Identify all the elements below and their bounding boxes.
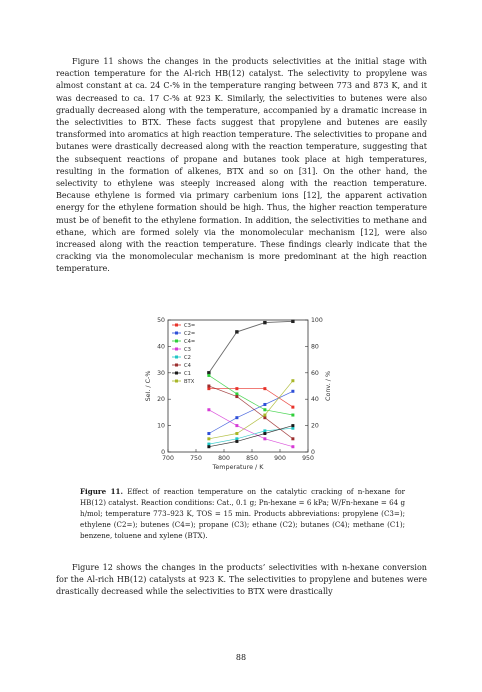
- y-tick-label: 20: [157, 396, 165, 404]
- legend-label-0: C3=: [184, 323, 196, 329]
- legend-marker-6: [175, 372, 178, 375]
- series-point-2: [207, 374, 210, 377]
- x-tick-label: 800: [218, 455, 230, 462]
- series-point-1: [235, 416, 238, 419]
- conversion-point: [263, 321, 266, 324]
- series-point-5: [263, 416, 266, 419]
- legend-marker-3: [175, 348, 178, 351]
- series-point-0: [263, 387, 266, 390]
- series-point-6: [207, 445, 210, 448]
- series-line-7: [209, 381, 293, 439]
- series-point-7: [235, 432, 238, 435]
- legend-label-7: BTX: [184, 379, 195, 385]
- x-tick-label: 700: [162, 455, 174, 462]
- series-point-4: [235, 437, 238, 440]
- legend-marker-2: [175, 340, 178, 343]
- series-point-6: [263, 432, 266, 435]
- caption-text: Effect of reaction temperature on the catalytic cracking of n-hexane for HB(12) catalyst. Reaction conditions: Cat., 0.1 g; Pn-hexane = 6 kPa; W/Fn-hexane = 64 g h/mol; temperature 773–923 K, TOS = 15 min. Products abbreviations: propylene (C3=); ethylene (C2=); butenes (C4=); propane (C3); ethane (C2); butanes (C4); methane (C1); benzene, toluene and xylene (BTX).: [80, 487, 406, 540]
- body-paragraph-2: [56, 562, 427, 599]
- series-point-6: [291, 424, 294, 427]
- legend-label-6: C1: [184, 371, 191, 377]
- series-point-4: [263, 429, 266, 432]
- y-tick-label: 10: [157, 422, 165, 430]
- conversion-line: [209, 321, 293, 373]
- series-point-2: [291, 414, 294, 417]
- body-paragraph-1: [56, 56, 427, 276]
- series-point-3: [235, 424, 238, 427]
- x-tick-label: 750: [190, 455, 202, 462]
- series-point-0: [291, 406, 294, 409]
- x-tick-label: 850: [246, 455, 258, 462]
- paragraph-2-text: Figure 12 shows the changes in the products’ selectivities with n-hexane conversion for the Al-rich HB(12) catalysts at 923 K. The selectivities to propylene and butenes were drastically decreased while the selectivities to BTX were drastically: [56, 563, 427, 597]
- y-tick-label: 40: [157, 343, 165, 351]
- y2-tick-label: 20: [311, 422, 319, 430]
- series-point-2: [235, 392, 238, 395]
- series-point-1: [291, 390, 294, 393]
- series-point-6: [235, 440, 238, 443]
- series-line-3: [209, 410, 293, 447]
- series-point-4: [207, 443, 210, 446]
- legend-label-4: C2: [184, 355, 191, 361]
- y2-tick-label: 100: [311, 317, 323, 324]
- series-point-0: [207, 387, 210, 390]
- paragraph-1-text: Figure 11 shows the changes in the products selectivities at the initial stage with reaction temperature for the Al-rich HB(12) catalyst. The selectivity to propylene was almost constant at ca. 24 C-% in the temperature ranging between 773 and 873 K, and it was decreased to ca. 17 C-% at 923 K. Similarly, the selectivities to butenes were also gradually decreased along with the temperature, accompanied by a dramatic increase in the selectivities to BTX. These facts suggest that propylene and butenes are easily transformed into aromatics at high reaction temperature. The selectivities to propane and butanes were drastically decreased along with the reaction temperature, suggesting that the subsequent reactions of propane and butanes took place at high temperatures, resulting in the formation of alkenes, BTX and so on [31]. On the other hand, the selectivity to ethylene was steeply increased along with the reaction temperature. Because ethylene is formed via primary carbenium ions [12], the apparent activation energy for the ethylene formation should be high. Thus, the higher reaction temperature must be of benefit to the ethylene formation. In addition, the selectivities to methane and ethane, which are formed solely via the monomolecular mechanism [12], were also increased along with the reaction temperature. These findings clearly indicate that the cracking via the monomolecular mechanism is more predominant at the high reaction temperature.: [56, 57, 427, 274]
- legend-marker-7: [175, 380, 178, 383]
- y2-tick-label: 40: [311, 396, 319, 404]
- caption-label: Figure 11.: [80, 487, 123, 496]
- y2-tick-label: 80: [311, 343, 319, 351]
- legend-marker-1: [175, 332, 178, 335]
- x-tick-label: 900: [274, 455, 286, 462]
- legend-label-2: C4=: [184, 339, 196, 345]
- legend-label-3: C3: [184, 347, 191, 353]
- legend-marker-0: [175, 324, 178, 327]
- series-point-7: [291, 379, 294, 382]
- y-tick-label: 30: [157, 369, 165, 377]
- series-point-3: [207, 408, 210, 411]
- figure-11-caption: [80, 486, 405, 541]
- y-axis-label: Sel. / C-%: [144, 370, 152, 402]
- series-point-5: [291, 437, 294, 440]
- x-axis-label: Temperature / K: [212, 463, 264, 471]
- conversion-point: [235, 330, 238, 333]
- series-point-3: [291, 445, 294, 448]
- series-line-2: [209, 375, 293, 415]
- series-line-0: [209, 389, 293, 408]
- page-number: 88: [235, 653, 247, 662]
- figure-11-chart: [138, 312, 338, 472]
- x-tick-label: 950: [302, 455, 314, 462]
- series-point-4: [291, 427, 294, 430]
- y-tick-label: 50: [157, 317, 165, 324]
- conversion-point: [291, 320, 294, 323]
- series-point-2: [263, 408, 266, 411]
- y-tick-label: 0: [161, 449, 165, 456]
- y2-tick-label: 0: [311, 449, 315, 456]
- legend-marker-4: [175, 356, 178, 359]
- series-point-0: [235, 387, 238, 390]
- legend-marker-5: [175, 364, 178, 367]
- y2-tick-label: 60: [311, 369, 319, 377]
- legend-label-1: C2=: [184, 331, 196, 337]
- series-point-5: [207, 385, 210, 388]
- legend-label-5: C4: [184, 363, 191, 369]
- series-point-7: [263, 414, 266, 417]
- series-point-1: [263, 403, 266, 406]
- series-point-7: [207, 437, 210, 440]
- series-point-3: [263, 437, 266, 440]
- series-point-1: [207, 432, 210, 435]
- y2-axis-label: Conv. / %: [324, 370, 332, 402]
- series-point-5: [235, 395, 238, 398]
